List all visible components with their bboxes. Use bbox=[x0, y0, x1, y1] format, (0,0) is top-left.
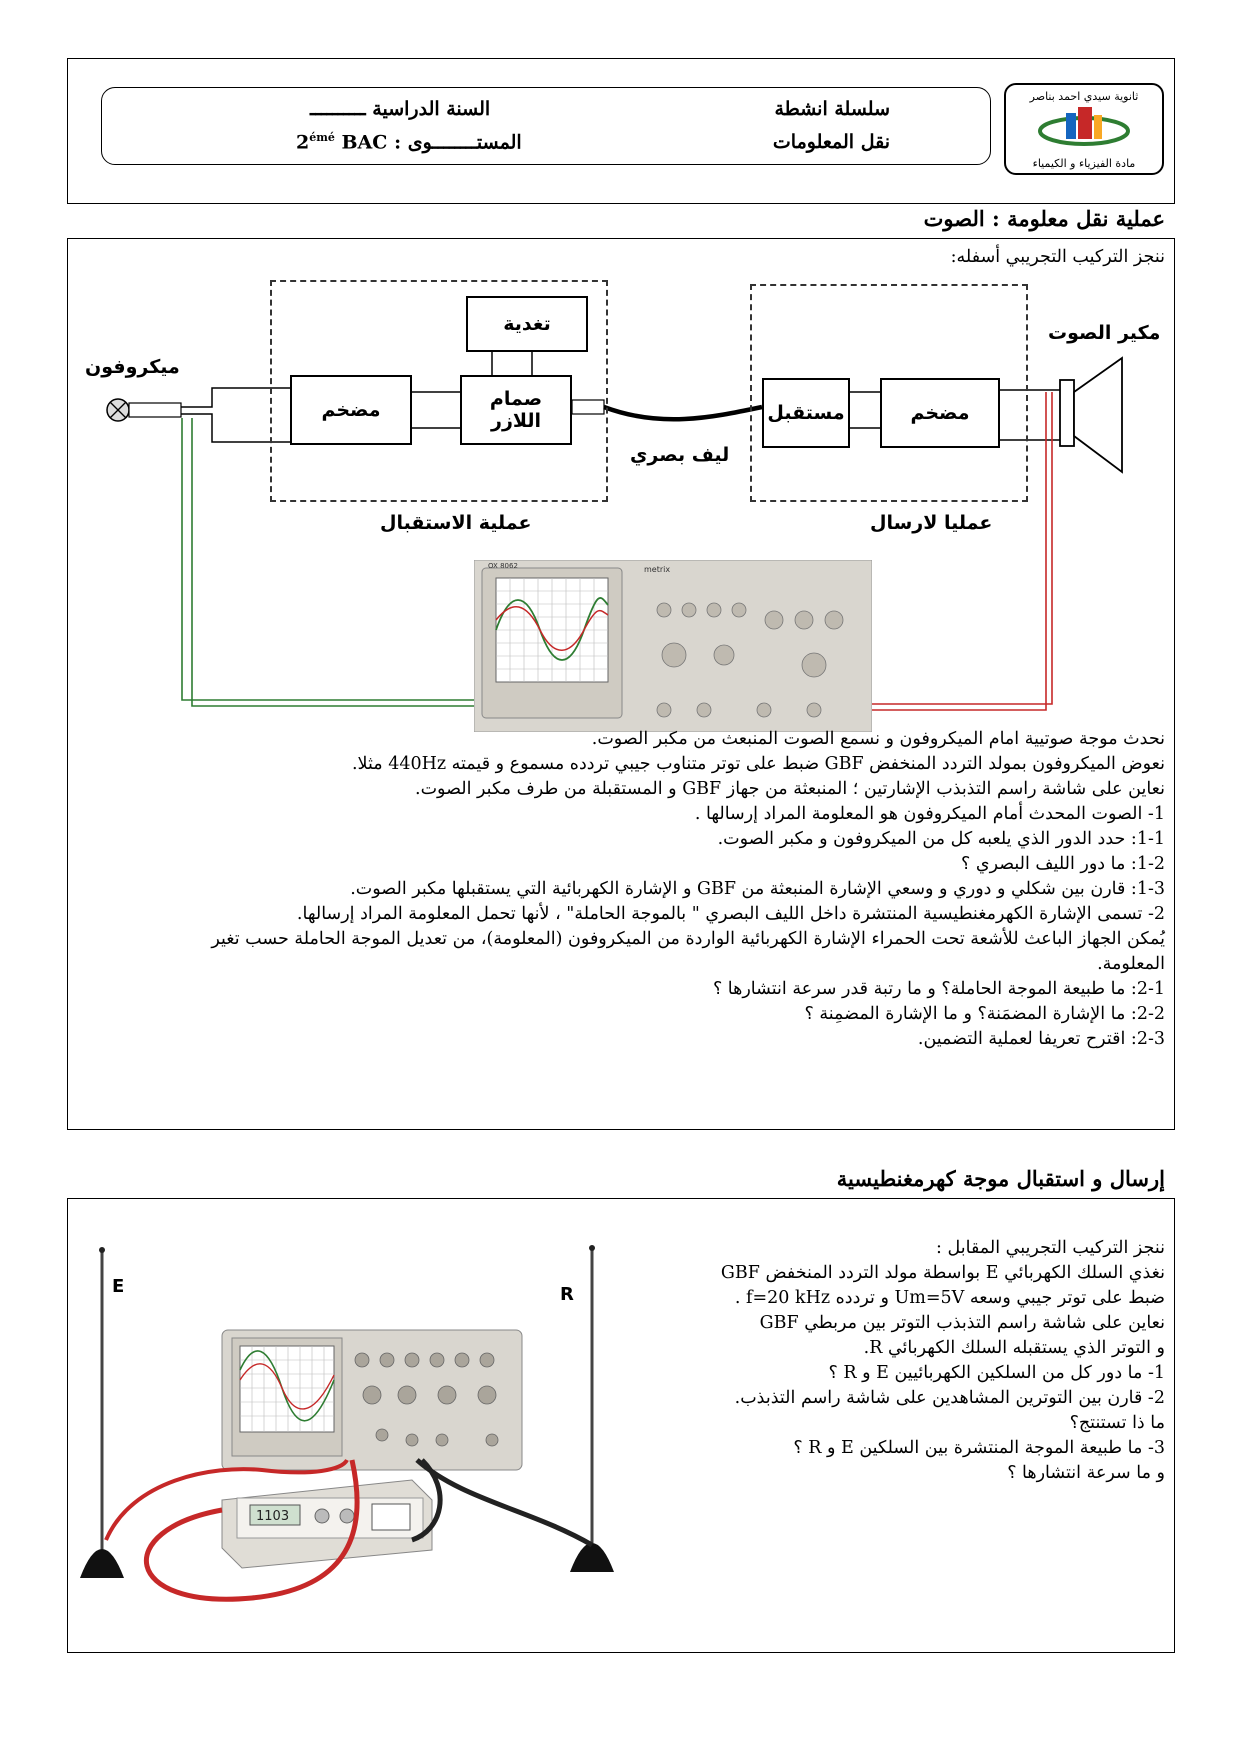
school-year-blank: ــــــــــ bbox=[310, 98, 366, 120]
logo-bottom-text: مادة الفيزياء و الكيمياء bbox=[1032, 157, 1136, 170]
level-number: 2 bbox=[296, 131, 310, 154]
level-label: المستــــــــوى : bbox=[394, 131, 522, 154]
antenna-r-base bbox=[570, 1543, 614, 1572]
fiber-label: ليف بصري bbox=[630, 444, 730, 466]
amplifier-left-block: مضخم bbox=[290, 375, 412, 445]
s2-line-1: ننجز التركيب التجريبي المقابل : bbox=[936, 1238, 1165, 1258]
oscilloscope-2-screen bbox=[240, 1346, 334, 1432]
section1-title: عملية نقل معلومة : الصوت bbox=[923, 206, 1165, 231]
s1-line-13: 2-3: اقترح تعريفا لعملية التضمين. bbox=[917, 1029, 1165, 1049]
section2-title: إرسال و استقبال موجة كهرمغنطيسية bbox=[836, 1166, 1165, 1191]
s1-line-5: 1-1: حدد الدور الذي يلعبه كل من الميكروفون و مكبر الصوت. bbox=[717, 829, 1165, 849]
s2-line-4: نعاين على شاشة راسم التذبذب التوتر بين مربطي GBF bbox=[759, 1313, 1165, 1333]
s1-line-12: 2-2: ما الإشارة المضمَنة؟ و ما الإشارة المضمِنة ؟ bbox=[804, 1004, 1165, 1024]
s1-line-8: 2- تسمى الإشارة الكهرمغنطيسية المنتشرة داخل الليف البصري " بالموجة الحاملة" ، لأنها تحمل المعلومة المراد إرسالها. bbox=[296, 904, 1165, 924]
gbf-display-value: 1103 bbox=[256, 1509, 290, 1524]
s1-line-10: المعلومة. bbox=[1097, 954, 1165, 974]
speaker-label: مكير الصوت bbox=[1048, 322, 1161, 344]
school-year-label: السنة الدراسية bbox=[372, 98, 491, 120]
s1-line-9: يُمكن الجهاز الباعث للأشعة تحت الحمراء الإشارة الكهربائية الواردة من الميكروفون (المعلومة)، من تعديل الموجة الحاملة حسب تغير bbox=[211, 929, 1165, 949]
scope-brand: metrix bbox=[644, 565, 671, 574]
oscilloscope-1 bbox=[474, 560, 872, 732]
level-bac: BAC bbox=[341, 131, 388, 154]
speaker-cone bbox=[1074, 358, 1122, 472]
speaker-magnet bbox=[1060, 380, 1074, 446]
level-sup: émé bbox=[309, 131, 335, 144]
s1-line-2: نعوض الميكروفون بمولد التردد المنخفض GBF ضبط على توتر متناوب جيبي تردده مسموع و قيمته 440Hz مثلا. bbox=[351, 754, 1165, 774]
subject-title: نقل المعلومات bbox=[772, 131, 890, 153]
s2-line-5: و التوتر الذي يستقبله السلك الكهربائي R. bbox=[863, 1338, 1165, 1358]
s2-line-8: ما ذا تستنتج؟ bbox=[1069, 1413, 1165, 1433]
section1-intro: ننجز التركيب التجريبي أسفله: bbox=[950, 247, 1165, 267]
antenna-r-label: R bbox=[560, 1284, 574, 1305]
s2-line-2: نغذي السلك الكهربائي E بواسطة مولد التردد المنخفض GBF bbox=[720, 1263, 1165, 1283]
receiver-block: مستقبل bbox=[762, 378, 850, 448]
microphone-handle bbox=[129, 403, 181, 417]
amplifier-right-block: مضخم bbox=[880, 378, 1000, 448]
logo-top-text: ثانوية سيدي احمد بناصر bbox=[1029, 90, 1139, 103]
s1-line-7: 1-3: قارن بين شكلي و دوري و وسعي الإشارة المنبعثة من GBF و الإشارة الكهربائية التي يستقبلها مكبر الصوت. bbox=[350, 879, 1165, 899]
s2-line-10: و ما سرعة انتشارها ؟ bbox=[1007, 1463, 1165, 1483]
optical-fiber bbox=[604, 407, 762, 419]
laser-valve-block bbox=[460, 375, 572, 445]
antenna-e-label: E bbox=[112, 1276, 125, 1297]
antenna-e-base bbox=[80, 1549, 124, 1578]
laser-valve-label-2: اللازر bbox=[491, 410, 541, 432]
microphone-label: ميكروفون bbox=[85, 356, 180, 378]
transmission-process-label: عمليا لارسال bbox=[870, 512, 993, 534]
em-wave-apparatus bbox=[72, 1230, 642, 1630]
s2-line-3: ضبط على توتر جيبي وسعه Um=5V و تردده f=20 kHz . bbox=[734, 1288, 1165, 1308]
s1-line-1: نحدث موجة صوتيية امام الميكروفون و نسمع الصوت المنبعث من مكبر الصوت. bbox=[591, 729, 1165, 749]
activity-series: سلسلة انشطة bbox=[774, 98, 890, 120]
reception-process-label: عملية الاستقبال bbox=[380, 512, 532, 534]
black-cable-2 bbox=[417, 1460, 592, 1545]
s1-line-11: 2-1: ما طبيعة الموجة الحاملة؟ و ما رتبة قدر سرعة انتشارها ؟ bbox=[712, 979, 1165, 999]
s1-line-3: نعاين على شاشة راسم التذبذب الإشارتين ؛ المنبعثة من جهاز GBF و المستقبلة من طرف مكبر الصوت. bbox=[415, 779, 1165, 799]
s2-line-7: 2- قارن بين التوترين المشاهدين على شاشة راسم التذبذب. bbox=[734, 1388, 1165, 1408]
s1-line-4: 1- الصوت المحدث أمام الميكروفون هو المعلومة المراد إرسالها . bbox=[694, 804, 1165, 824]
s1-line-6: 1-2: ما دور الليف البصري ؟ bbox=[961, 854, 1165, 874]
s2-line-9: 3- ما طبيعة الموجة المنتشرة بين السلكين E و R ؟ bbox=[793, 1438, 1165, 1458]
scope-model: OX 8062 bbox=[488, 562, 518, 570]
feed-block: تغدية bbox=[466, 296, 588, 352]
s2-line-6: 1- ما دور كل من السلكين الكهربائيين E و R ؟ bbox=[828, 1363, 1165, 1383]
laser-valve-label-1: صمام bbox=[489, 388, 543, 410]
